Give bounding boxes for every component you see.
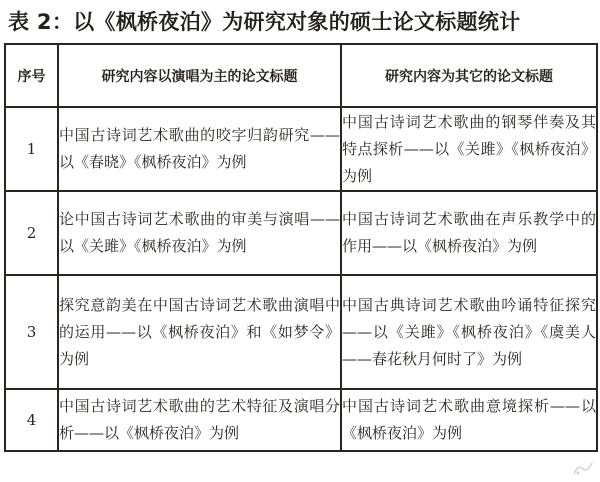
row-number: 3 bbox=[5, 275, 58, 389]
singing-title-cell: 中国古诗词艺术歌曲的咬字归韵研究——以《春晓》《枫桥夜泊》为例 bbox=[58, 107, 341, 191]
other-title-cell: 中国古诗词艺术歌曲在声乐教学中的作用——以《枫桥夜泊》为例 bbox=[341, 191, 597, 275]
row-number: 4 bbox=[5, 389, 58, 451]
header-index: 序号 bbox=[5, 44, 58, 107]
table-row bbox=[5, 107, 597, 191]
header-row bbox=[5, 44, 597, 107]
singing-title-cell: 中国古诗词艺术歌曲的艺术特征及演唱分析——以《枫桥夜泊》为例 bbox=[58, 389, 341, 451]
table-caption: 表 2：以《枫桥夜泊》为研究对象的硕士论文标题统计 bbox=[8, 10, 521, 34]
table-row bbox=[5, 191, 597, 275]
other-title-cell: 中国古诗词艺术歌曲的钢琴伴奏及其特点探析——以《关雎》《枫桥夜泊》为例 bbox=[341, 107, 597, 191]
singing-title-cell: 探究意韵美在中国古诗词艺术歌曲演唱中的运用——以《枫桥夜泊》和《如梦令》为例 bbox=[58, 275, 341, 389]
watermark-logo-icon bbox=[572, 460, 594, 478]
row-number: 2 bbox=[5, 191, 58, 275]
other-title-cell: 中国古诗词艺术歌曲意境探析——以《枫桥夜泊》为例 bbox=[341, 389, 597, 451]
table-row bbox=[5, 389, 597, 451]
other-title-cell: 中国古典诗词艺术歌曲吟诵特征探究——以《关雎》《枫桥夜泊》《虞美人——春花秋月何时了》为例 bbox=[341, 275, 597, 389]
table-row bbox=[5, 275, 597, 389]
row-number: 1 bbox=[5, 107, 58, 191]
header-other-titles: 研究内容为其它的论文标题 bbox=[341, 44, 597, 107]
singing-title-cell: 论中国古诗词艺术歌曲的审美与演唱——以《关雎》《枫桥夜泊》为例 bbox=[58, 191, 341, 275]
title-statistics-table bbox=[4, 43, 598, 452]
header-singing-titles: 研究内容以演唱为主的论文标题 bbox=[58, 44, 341, 107]
